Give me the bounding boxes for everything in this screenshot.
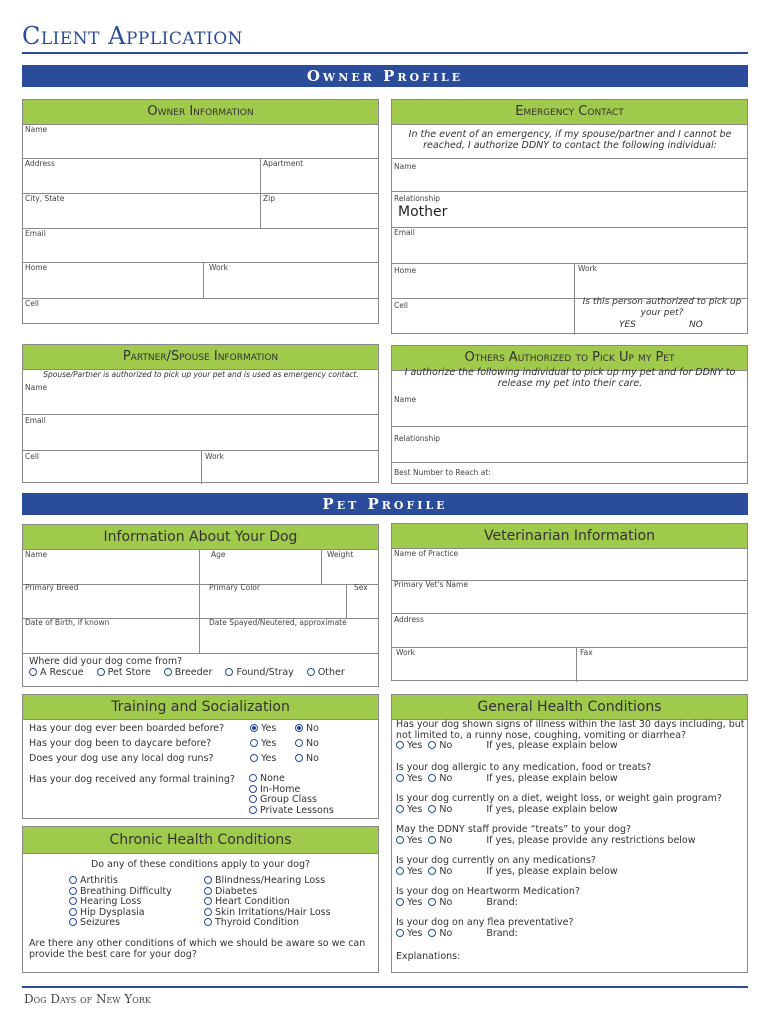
training-q-boarded: Has your dog ever been boarded before? [29, 723, 225, 734]
radio-icon [69, 876, 77, 884]
dog-breed-label: Primary Breed [25, 583, 79, 592]
general-heading: General Health Conditions [391, 694, 748, 720]
general-q1-text: Has your dog shown signs of illness within the last 30 days including, but not limited to, a runny nose, coughing, vomiting or diarrhea? [396, 719, 745, 741]
radio-icon [69, 908, 77, 916]
radio-icon [396, 774, 404, 782]
general-q7-no[interactable]: No [428, 928, 452, 939]
footer-divider [22, 986, 748, 988]
general-q4-no[interactable]: No [428, 835, 452, 846]
radio-icon [204, 887, 212, 895]
vet-panel [391, 548, 748, 681]
condition-blindness[interactable]: Blindness/Hearing Loss [204, 876, 331, 887]
radio-icon [428, 867, 436, 875]
general-q7-yes[interactable]: Yes [396, 928, 422, 939]
emergency-work-label: Work [578, 264, 597, 273]
dog-runs-no[interactable]: No [295, 753, 319, 764]
training-heading: Training and Socialization [22, 694, 379, 720]
radio-icon [428, 805, 436, 813]
emergency-cell-label: Cell [394, 301, 409, 310]
emergency-panel [391, 124, 748, 334]
vet-work-label: Work [396, 648, 415, 657]
general-q6-yes[interactable]: Yes [396, 897, 422, 908]
owner-cell-label: Cell [25, 299, 40, 308]
radio-icon [204, 897, 212, 905]
general-q3 [396, 794, 748, 815]
radio-icon [249, 806, 257, 814]
condition-seizures[interactable]: Seizures [69, 918, 172, 929]
general-q5-follow: If yes, please explain below [486, 865, 618, 877]
general-q5-yes[interactable]: Yes [396, 866, 422, 877]
general-q6-text: Is your dog on Heartworm Medication? [396, 886, 580, 897]
radio-icon [97, 668, 105, 676]
others-panel [391, 367, 748, 484]
origin-options [29, 667, 345, 678]
radio-icon [396, 898, 404, 906]
dog-runs-yes[interactable]: Yes [250, 753, 276, 764]
origin-option-other[interactable]: Other [307, 667, 345, 678]
general-panel [391, 719, 748, 973]
radio-icon [428, 929, 436, 937]
emergency-note: In the event of an emergency, if my spouse/partner and I cannot be reached, I authorize DDNY to contact the following individual: [408, 129, 732, 151]
owner-work-label: Work [209, 263, 228, 272]
radio-icon [396, 741, 404, 749]
general-q2-no[interactable]: No [428, 773, 452, 784]
general-q3-text: Is your dog currently on a diet, weight loss, or weight gain program? [396, 793, 722, 804]
others-best-number-label: Best Number to Reach at: [394, 468, 491, 477]
others-note: I authorize the following individual to pick up my pet and for DDNY to release my pet into their care. [404, 367, 736, 389]
chronic-heading: Chronic Health Conditions [22, 826, 379, 854]
emergency-relationship-label: Relationship [394, 194, 441, 203]
radio-icon [250, 739, 258, 747]
condition-skin[interactable]: Skin Irritations/Hair Loss [204, 908, 331, 919]
owner-home-label: Home [25, 263, 48, 272]
general-explanations-label: Explanations: [396, 951, 461, 962]
radio-icon [204, 908, 212, 916]
formal-option-group-class[interactable]: Group Class [249, 795, 334, 806]
owner-email-label: Email [25, 229, 46, 238]
origin-option-pet-store[interactable]: Pet Store [97, 667, 151, 678]
vet-heading: Veterinarian Information [391, 523, 748, 549]
radio-icon [396, 836, 404, 844]
radio-icon [396, 867, 404, 875]
chronic-question: Do any of these conditions apply to your dog? [90, 859, 311, 870]
condition-heart[interactable]: Heart Condition [204, 897, 331, 908]
radio-icon [225, 668, 233, 676]
emergency-home-label: Home [394, 266, 417, 275]
origin-option-found-stray[interactable]: Found/Stray [225, 667, 293, 678]
others-relationship-label: Relationship [394, 434, 441, 443]
partner-note: Spouse/Partner is authorized to pick up your pet and is used as emergency contact. [43, 370, 359, 379]
radio-icon [307, 668, 315, 676]
general-q1-follow: If yes, please explain below [486, 740, 618, 751]
radio-icon [69, 897, 77, 905]
general-q1-no[interactable]: No [428, 740, 452, 751]
owner-city-state-label: City, State [25, 194, 65, 203]
radio-icon [204, 876, 212, 884]
condition-thyroid[interactable]: Thyroid Condition [204, 918, 331, 929]
general-q7-follow: Brand: [486, 927, 518, 939]
dog-dob-label: Date of Birth, if known [25, 618, 110, 627]
general-q6-follow: Brand: [486, 896, 518, 908]
general-q7-text: Is your dog on any flea preventative? [396, 917, 574, 928]
general-q3-follow: If yes, please explain below [486, 803, 618, 815]
others-name-label: Name [394, 395, 417, 404]
general-q5-text: Is your dog currently on any medications? [396, 855, 596, 866]
owner-name-label: Name [25, 125, 48, 134]
owner-address-label: Address [25, 159, 55, 168]
title-divider [22, 52, 748, 54]
general-q7 [396, 918, 748, 939]
partner-cell-label: Cell [25, 452, 40, 461]
radio-icon [69, 887, 77, 895]
radio-icon [295, 739, 303, 747]
formal-options [249, 774, 334, 816]
emergency-relationship-value[interactable]: Mother [398, 204, 448, 220]
radio-icon [249, 785, 257, 793]
general-q3-no[interactable]: No [428, 804, 452, 815]
radio-icon [428, 774, 436, 782]
dog-age-label: Age [211, 550, 226, 559]
formal-option-private[interactable]: Private Lessons [249, 806, 334, 817]
radio-icon [249, 774, 257, 782]
general-q4-text: May the DDNY staff provide “treats” to your dog? [396, 824, 632, 835]
dog-spayed-label: Date Spayed/Neutered, approximate [209, 618, 347, 627]
authorized-yes[interactable]: YES [619, 320, 636, 330]
radio-selected-icon [295, 724, 303, 732]
chronic-panel [22, 853, 379, 973]
general-q2-follow: If yes, please explain below [486, 772, 618, 784]
radio-icon [249, 795, 257, 803]
dog-weight-label: Weight [327, 550, 354, 559]
general-q4-yes[interactable]: Yes [396, 835, 422, 846]
training-q-dog-runs: Does your dog use any local dog runs? [29, 753, 214, 764]
general-q2 [396, 763, 748, 784]
radio-icon [396, 929, 404, 937]
vet-practice-label: Name of Practice [394, 549, 459, 558]
general-q5 [396, 856, 748, 877]
chronic-other-question: Are there any other conditions of which we should be aware so we can provide the best care for your dog? [29, 938, 366, 960]
chronic-col1 [69, 876, 172, 929]
boarded-yes[interactable]: Yes [250, 723, 276, 734]
formal-option-in-home[interactable]: In-Home [249, 785, 334, 796]
general-q1-yes[interactable]: Yes [396, 740, 422, 751]
owner-zip-label: Zip [263, 194, 275, 203]
radio-icon [69, 918, 77, 926]
radio-icon [396, 805, 404, 813]
dog-color-label: Primary Color [209, 583, 260, 592]
general-q5-no[interactable]: No [428, 866, 452, 877]
condition-arthritis[interactable]: Arthritis [69, 876, 172, 887]
owner-profile-band: Owner Profile [22, 65, 748, 87]
dog-name-label: Name [25, 550, 48, 559]
formal-option-none[interactable]: None [249, 774, 334, 785]
radio-icon [428, 836, 436, 844]
training-q-daycare: Has your dog been to daycare before? [29, 738, 212, 749]
partner-name-label: Name [25, 383, 48, 392]
partner-work-label: Work [205, 452, 224, 461]
boarded-no[interactable]: No [295, 723, 319, 734]
authorized-question: Is this person authorized to pick up your pet? [582, 297, 742, 318]
others-heading: Others Authorized to Pick Up my Pet [391, 345, 748, 371]
dog-info-panel [22, 549, 379, 687]
general-q6-no[interactable]: No [428, 897, 452, 908]
radio-icon [428, 741, 436, 749]
training-q-formal: Has your dog received any formal training? [29, 774, 235, 785]
radio-icon [29, 668, 37, 676]
origin-option-rescue[interactable]: A Rescue [29, 667, 84, 678]
emergency-heading: Emergency Contact [391, 99, 748, 125]
general-q4-follow: If yes, please provide any restrictions below [486, 834, 696, 846]
vet-fax-label: Fax [580, 648, 593, 657]
radio-icon [164, 668, 172, 676]
radio-icon [204, 918, 212, 926]
partner-email-label: Email [25, 416, 46, 425]
training-panel [22, 719, 379, 819]
daycare-no[interactable]: No [295, 738, 319, 749]
general-q3-yes[interactable]: Yes [396, 804, 422, 815]
partner-panel [22, 369, 379, 483]
owner-info-panel [22, 124, 379, 324]
pet-profile-band: Pet Profile [22, 493, 748, 515]
origin-option-breeder[interactable]: Breeder [164, 667, 213, 678]
dog-sex-label: Sex [354, 583, 368, 592]
condition-hearing-loss[interactable]: Hearing Loss [69, 897, 172, 908]
general-q4 [396, 825, 748, 846]
authorized-no[interactable]: NO [689, 320, 703, 330]
condition-breathing[interactable]: Breathing Difficulty [69, 887, 172, 898]
condition-diabetes[interactable]: Diabetes [204, 887, 331, 898]
general-q2-text: Is your dog allergic to any medication, food or treats? [396, 762, 652, 773]
partner-heading: Partner/Spouse Information [22, 344, 379, 370]
vet-address-label: Address [394, 615, 424, 624]
radio-icon [295, 754, 303, 762]
daycare-yes[interactable]: Yes [250, 738, 276, 749]
emergency-email-label: Email [394, 228, 415, 237]
origin-question: Where did your dog come from? [29, 656, 183, 667]
dog-info-heading: Information About Your Dog [22, 524, 379, 550]
radio-icon [428, 898, 436, 906]
general-q2-yes[interactable]: Yes [396, 773, 422, 784]
owner-apartment-label: Apartment [263, 159, 304, 168]
condition-hip-dysplasia[interactable]: Hip Dysplasia [69, 908, 172, 919]
chronic-col2 [204, 876, 331, 929]
vet-name-label: Primary Vet's Name [394, 580, 468, 589]
emergency-name-label: Name [394, 162, 417, 171]
radio-icon [250, 754, 258, 762]
page-title: Client Application [22, 22, 244, 50]
general-q6 [396, 887, 748, 908]
radio-selected-icon [250, 724, 258, 732]
owner-info-heading: Owner Information [22, 99, 379, 125]
general-q1 [396, 720, 748, 752]
footer-brand: Dog Days of New York [24, 992, 151, 1006]
